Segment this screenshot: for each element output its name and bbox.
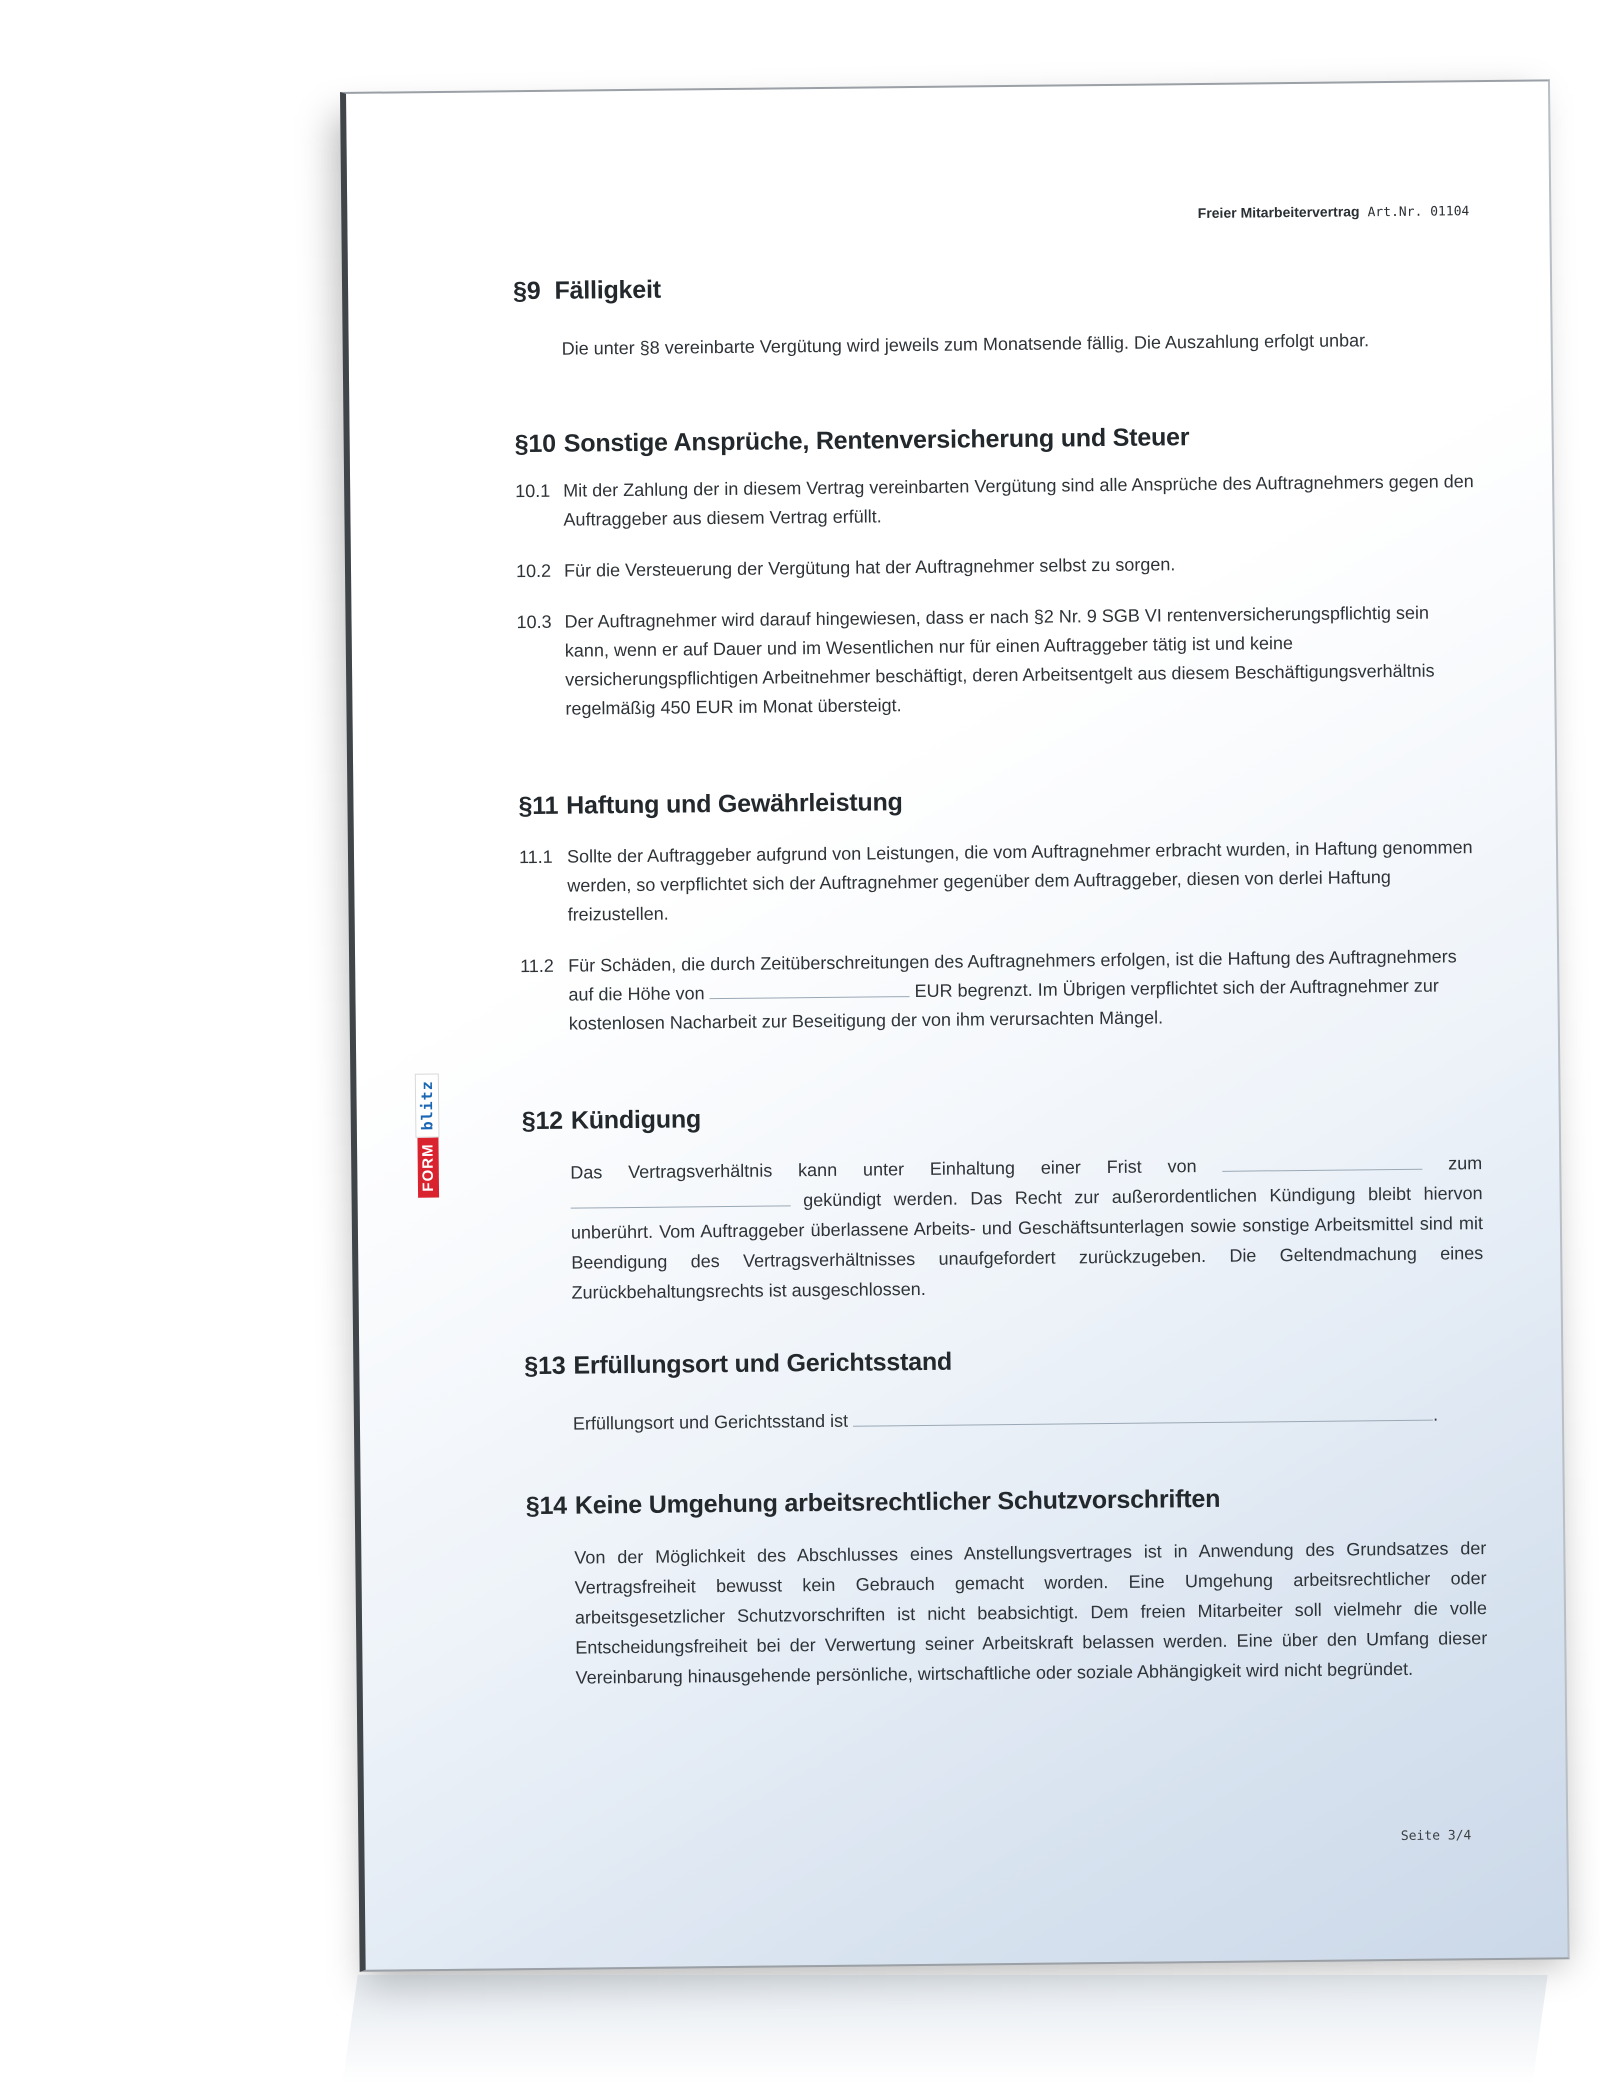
document-page	[340, 79, 1570, 1972]
section-text: Von der Möglichkeit des Abschlusses eines Anstellungsvertrages ist in Anwendung des Grundsatzes der Vertragsfreiheit bewusst kein Gebrauch gemacht worden. Eine Umgehung arbeitsrechtlicher oder arbeitsgesetzlicher Schutzvorschriften ist nicht beabsichtigt. Dem freien Mitarbeiter soll vielmehr die volle Entscheidungsfreiheit bei der Verwertung seiner Arbeitskraft belassen werden. Eine über den Umfang dieser Vereinbarung hinausgehende persönliche, wirtschaftliche oder soziale Abhängigkeit wird nicht begründet.	[574, 1538, 1488, 1688]
section-title	[518, 782, 1478, 821]
section-13	[524, 1342, 1485, 1439]
article-number: Art.Nr. 01104	[1367, 204, 1470, 221]
section-number: §13	[524, 1351, 566, 1381]
termination-date-blank-field[interactable]	[571, 1205, 791, 1208]
section-title	[526, 1482, 1486, 1521]
section-number: §9	[512, 276, 541, 306]
clause-number: 10.2	[515, 560, 552, 582]
section-number: §14	[525, 1491, 568, 1521]
clause-text	[568, 942, 1481, 1039]
clause-text: Mit der Zahlung der in diesem Vertrag vereinbarten Vergütung sind alle Ansprüche des Auftragnehmers gegen den Auftraggeber aus diesem Vertrag erfüllt.	[563, 471, 1474, 530]
text-part: .	[1432, 1404, 1439, 1425]
section-heading: Fälligkeit	[554, 275, 662, 305]
clause-text: Der Auftragnehmer wird darauf hingewiesen, dass er nach §2 Nr. 9 SGB VI rentenversicherungspflichtig sein kann, wenn er auf Dauer und im Wesentlichen nur für einen Auftraggeber tätig ist und keine versicherungspflichtigen Arbeitnehmer beschäftigt, deren Arbeitsentgelt aus diesem Beschäftigungsverhältnis regelmäßig 450 EUR im Monat übersteigt.	[564, 602, 1435, 719]
section-number: §10	[514, 429, 556, 459]
document-title: Freier Mitarbeitervertrag	[1197, 203, 1360, 222]
logo-form: FORM	[417, 1137, 439, 1197]
clause-10-2	[516, 547, 1476, 586]
clause-text-part: EUR begrenzt. Im Übrigen verpflichtet sich der Auftragnehmer zur kostenlosen Nacharbeit zur Beseitigung der von ihm verursachten Mängel.	[568, 975, 1439, 1034]
jurisdiction-blank-field[interactable]	[853, 1420, 1433, 1427]
text-part: Das Vertragsverhältnis kann unter Einhaltung einer Frist von	[570, 1156, 1197, 1183]
section-text	[570, 1148, 1484, 1308]
section-11	[518, 782, 1481, 1039]
clause-number: 11.1	[518, 846, 553, 868]
section-title	[524, 1342, 1484, 1381]
clause-number: 10.3	[516, 611, 552, 633]
clause-number: 11.2	[520, 955, 554, 977]
document-header	[1198, 202, 1470, 222]
logo-blitz: blitz	[415, 1073, 440, 1137]
clause-10-1	[515, 467, 1476, 535]
section-title	[515, 420, 1475, 459]
section-heading: Erfüllungsort und Gerichtsstand	[573, 1347, 953, 1380]
section-number: §12	[521, 1106, 564, 1136]
section-12	[522, 1097, 1484, 1308]
amount-blank-field[interactable]	[710, 996, 910, 999]
section-text	[573, 1399, 1485, 1439]
clause-text: Für die Versteuerung der Vergütung hat der Auftragnehmer selbst zu sorgen.	[563, 554, 1176, 581]
section-title	[513, 267, 1473, 306]
notice-period-blank-field[interactable]	[1222, 1169, 1422, 1172]
section-text: Die unter §8 vereinbarte Vergütung wird jeweils zum Monatsende fällig. Die Auszahlung erfolgt unbar.	[561, 330, 1370, 359]
clause-text-part: Für Schäden, die durch Zeitüberschreitungen des Auftragnehmers erfolgen, ist die Haftung des Auftragnehmers auf die Höhe von	[568, 946, 1457, 1005]
section-14	[526, 1482, 1488, 1693]
text-part: Erfüllungsort und Gerichtsstand ist	[572, 1410, 849, 1434]
section-10	[515, 420, 1478, 724]
section-heading: Haftung und Gewährleistung	[566, 788, 903, 820]
section-heading: Keine Umgehung arbeitsrechtlicher Schutzvorschriften	[574, 1484, 1221, 1520]
clause-text: Sollte der Auftraggeber aufgrund von Leistungen, die vom Auftragnehmer erbracht wurden, in Haftung genommen werden, so verpflichtet sich der Auftragnehmer gegenüber dem Auftraggeber, diesen von derlei Haftung freizustellen.	[566, 837, 1473, 925]
clause-number: 10.1	[515, 480, 551, 502]
formblitz-logo	[414, 1053, 440, 1198]
section-title	[522, 1097, 1482, 1136]
text-part: zum	[1448, 1153, 1483, 1174]
section-heading: Kündigung	[570, 1105, 702, 1135]
clause-11-2	[520, 942, 1481, 1039]
section-heading: Sonstige Ansprüche, Rentenversicherung und Steuer	[563, 423, 1190, 458]
page-number: Seite 3/4	[1400, 1828, 1472, 1844]
clause-10-3	[516, 598, 1477, 724]
text-part: gekündigt werden. Das Recht zur außerordentlichen Kündigung bleibt hiervon unberührt. Vom Auftraggeber überlassene Arbeits- und Geschäftsunterlagen sowie sonstige Arbeitsmittel sind mit Beendigung des Vertragsverhältnisses unaufgefordert zurückzugeben. Die Geltendmachung eines Zurückbehaltungsrechts ist ausgeschlossen.	[570, 1183, 1484, 1303]
section-number: §11	[518, 791, 559, 821]
clause-11-1	[519, 833, 1480, 930]
page-reflection	[342, 1975, 1547, 2085]
section-9	[513, 267, 1474, 364]
